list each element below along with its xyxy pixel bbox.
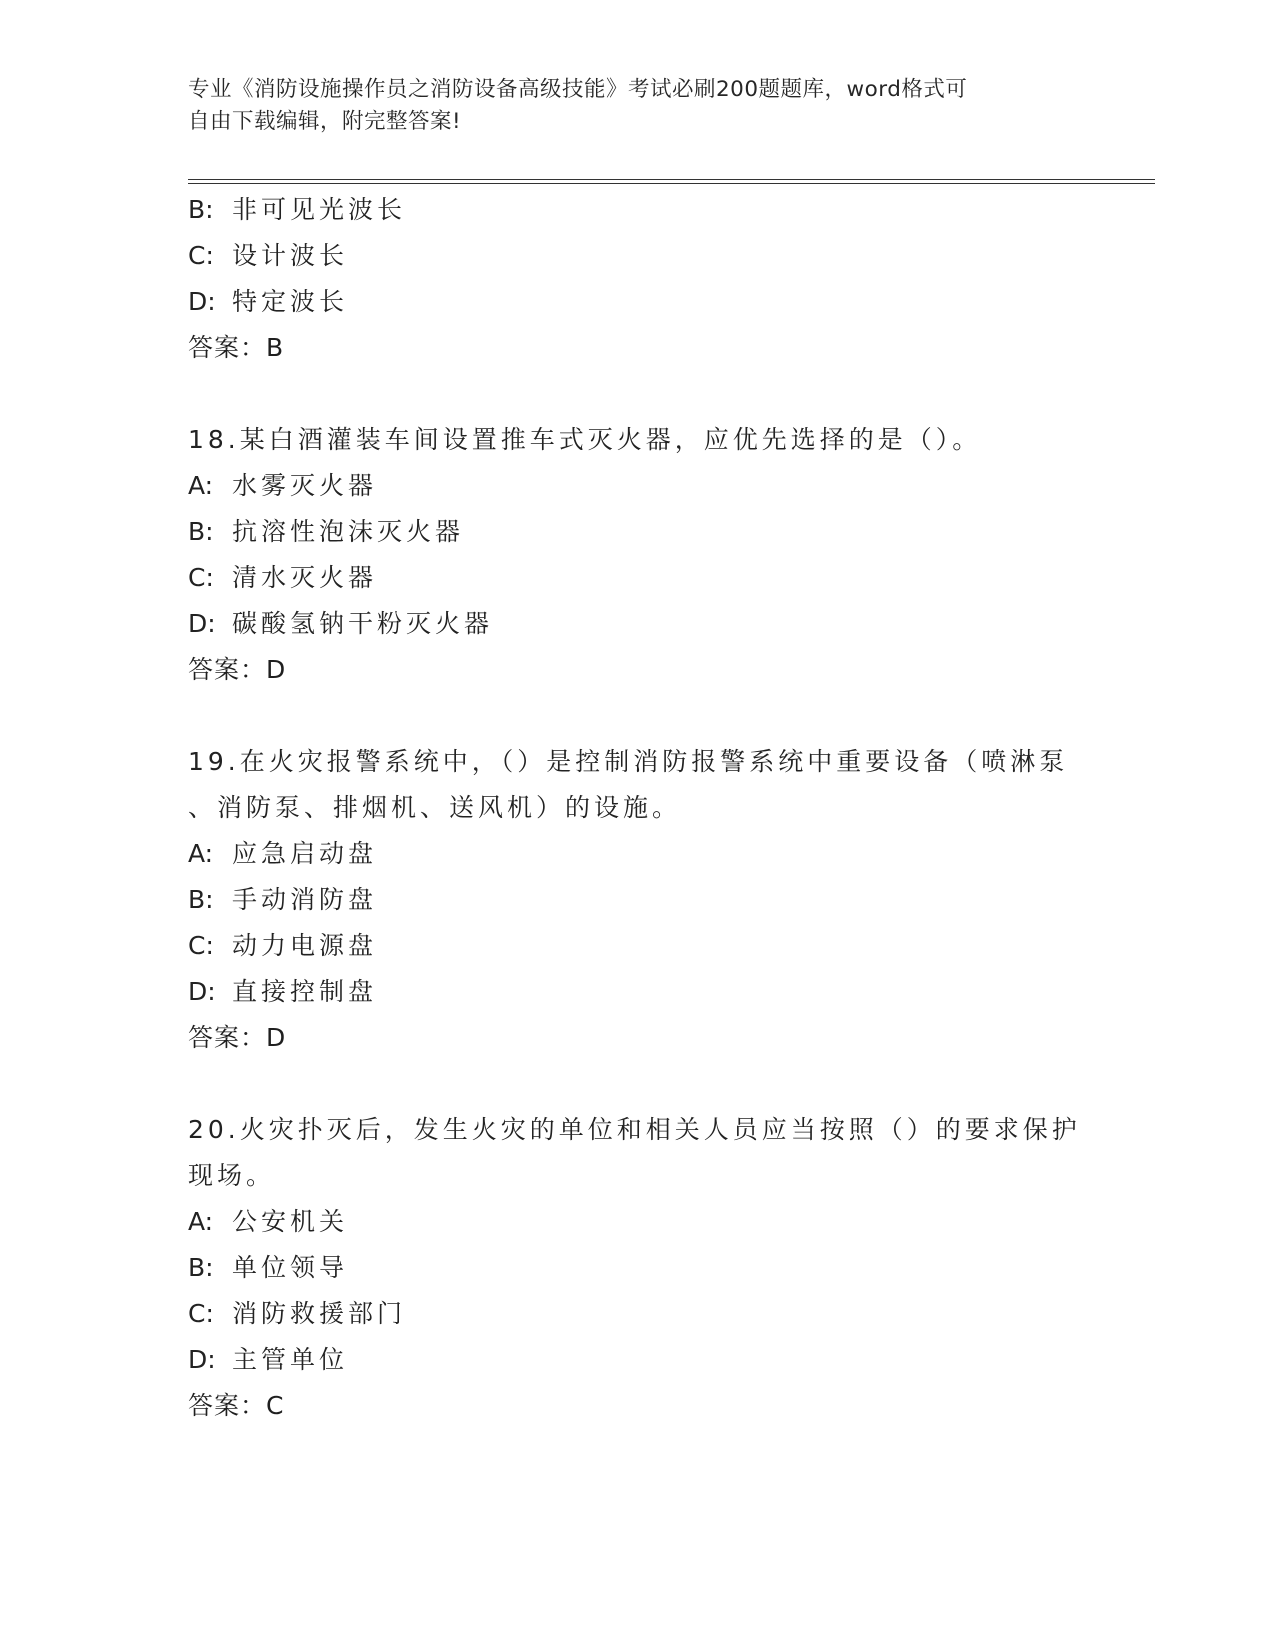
option-key: D: (188, 977, 216, 1006)
option-text: 碳酸氢钠干粉灭火器 (232, 609, 494, 638)
option-text: 应急启动盘 (232, 839, 378, 868)
option-c (188, 1291, 1088, 1337)
option-text: 清水灭火器 (232, 563, 378, 592)
option-key: A: (188, 839, 214, 868)
document-header (188, 74, 1088, 138)
option-d (188, 601, 1088, 647)
option-c (188, 555, 1088, 601)
answer-line: 答案：C (188, 1391, 285, 1420)
option-key: B: (188, 195, 214, 224)
option-key: A: (188, 471, 214, 500)
question-stem-line-2: 、消防泵、排烟机、送风机）的设施。 (188, 793, 682, 822)
option-a (188, 831, 1088, 877)
option-b (188, 509, 1088, 555)
option-a (188, 463, 1088, 509)
answer-line: 答案：B (188, 333, 285, 362)
option-key: B: (188, 885, 214, 914)
option-d (188, 1337, 1088, 1383)
document-body (188, 187, 1088, 1429)
option-b (188, 187, 1088, 233)
option-key: D: (188, 609, 216, 638)
option-text: 单位领导 (232, 1253, 349, 1282)
option-key: C: (188, 241, 214, 270)
option-key: C: (188, 1299, 214, 1328)
question-stem-line-1: 19.在火灾报警系统中，（）是控制消防报警系统中重要设备（喷淋泵 (188, 747, 1069, 776)
question-stem-line-2: 现场。 (188, 1161, 276, 1190)
option-text: 非可见光波长 (232, 195, 407, 224)
option-text: 公安机关 (232, 1207, 349, 1236)
option-key: A: (188, 1207, 214, 1236)
option-key: B: (188, 517, 214, 546)
option-text: 动力电源盘 (232, 931, 378, 960)
question-18 (188, 417, 1088, 693)
option-text: 主管单位 (232, 1345, 349, 1374)
option-key: C: (188, 931, 214, 960)
question-stem-line-1: 20.火灾扑灭后，发生火灾的单位和相关人员应当按照（）的要求保护 (188, 1115, 1081, 1144)
option-b (188, 877, 1088, 923)
header-line-1: 专业《消防设施操作员之消防设备高级技能》考试必刷200题题库，word格式可 (188, 77, 968, 102)
question-19 (188, 739, 1088, 1061)
option-text: 水雾灭火器 (232, 471, 378, 500)
option-text: 特定波长 (232, 287, 349, 316)
option-b (188, 1245, 1088, 1291)
option-d (188, 969, 1088, 1015)
option-d (188, 279, 1088, 325)
option-key: C: (188, 563, 214, 592)
option-c (188, 923, 1088, 969)
answer-line: 答案：D (188, 1023, 287, 1052)
header-divider-top (188, 179, 1155, 180)
option-text: 直接控制盘 (232, 977, 378, 1006)
option-text: 手动消防盘 (232, 885, 378, 914)
answer-line: 答案：D (188, 655, 287, 684)
option-key: D: (188, 287, 216, 316)
option-text: 抗溶性泡沫灭火器 (232, 517, 465, 546)
option-a (188, 1199, 1088, 1245)
question-stem: 18.某白酒灌装车间设置推车式灭火器，应优先选择的是（）。 (188, 425, 982, 454)
option-text: 消防救援部门 (232, 1299, 407, 1328)
option-c (188, 233, 1088, 279)
header-line-2: 自由下载编辑，附完整答案! (188, 109, 462, 134)
question-20 (188, 1107, 1088, 1429)
header-divider-bottom (188, 183, 1155, 184)
question-17-tail (188, 187, 1088, 371)
option-key: D: (188, 1345, 216, 1374)
option-text: 设计波长 (232, 241, 349, 270)
option-key: B: (188, 1253, 214, 1282)
